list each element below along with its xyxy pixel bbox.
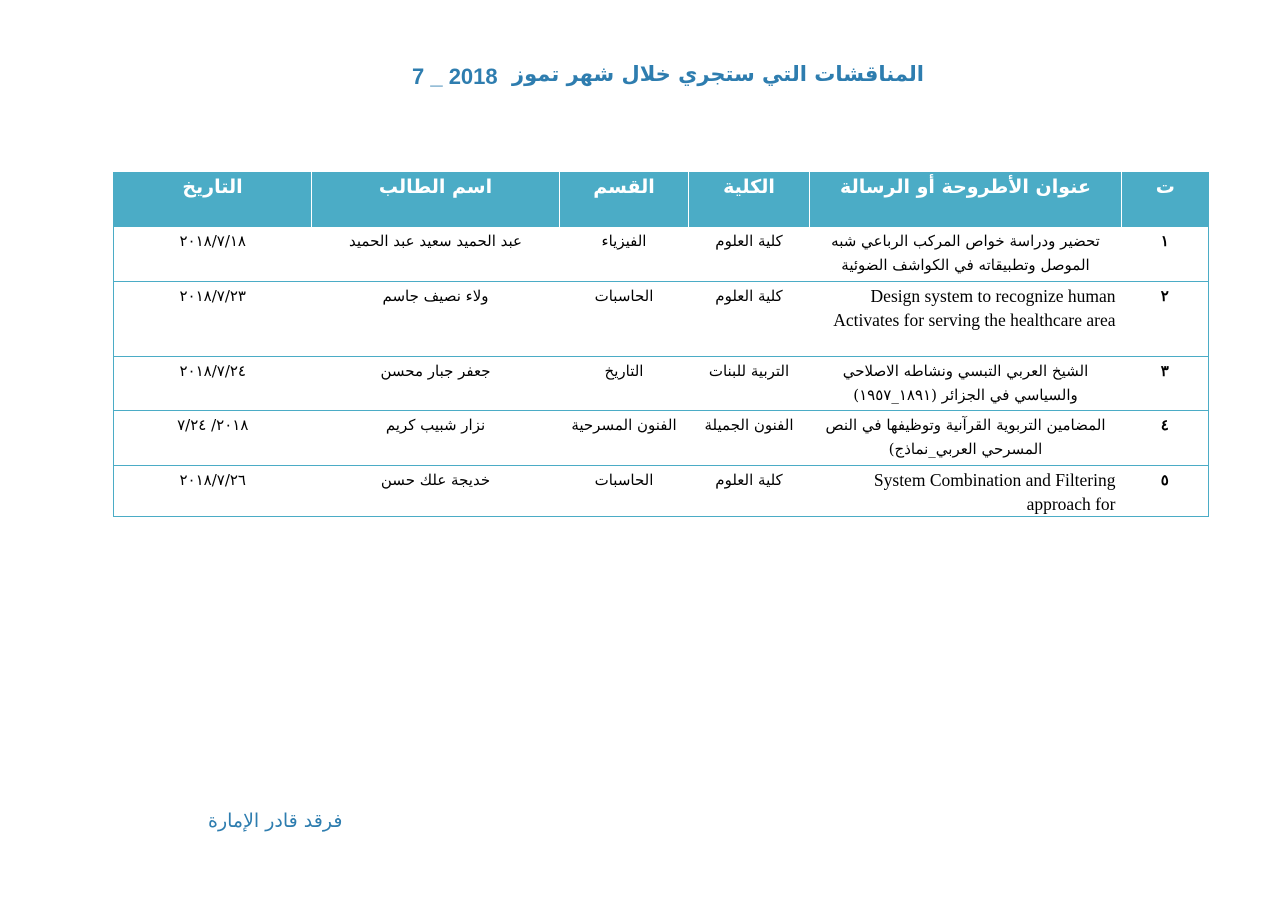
row-date: ٢٠١٨/٧/١٨ xyxy=(114,226,312,281)
row-title: تحضير ودراسة خواص المركب الرباعي شبه الموصل وتطبيقاته في الكواشف الضوئية xyxy=(810,226,1122,281)
row-student: عبد الحميد سعيد عبد الحميد xyxy=(312,226,560,281)
row-num: ٢ xyxy=(1122,281,1209,356)
row-student: نزار شبيب كريم xyxy=(312,410,560,465)
row-student: ولاء نصيف جاسم xyxy=(312,281,560,356)
signature: فرقد قادر الإمارة xyxy=(208,810,343,832)
row-dept: الحاسبات xyxy=(560,281,689,356)
row-title: الشيخ العربي التبسي ونشاطه الاصلاحي والسياسي في الجزائر (١٨٩١_١٩٥٧) xyxy=(810,356,1122,410)
theses-table xyxy=(113,172,1209,517)
row-title: Design system to recognize human Activates for serving the healthcare area xyxy=(810,281,1122,356)
row-college: كلية العلوم xyxy=(689,465,810,516)
col-header-dept: القسم xyxy=(560,172,689,226)
row-num: ٣ xyxy=(1122,356,1209,410)
row-date: ٢٠١٨/٧/٢٣ xyxy=(114,281,312,356)
table-row xyxy=(114,465,1209,516)
row-college: كلية العلوم xyxy=(689,281,810,356)
col-header-num: ت xyxy=(1122,172,1209,226)
title-month-year: 7 _ 2018 xyxy=(412,64,498,89)
row-dept: الفيزياء xyxy=(560,226,689,281)
row-title: المضامين التربوية القرآنية وتوظيفها في النص المسرحي العربي_نماذج) xyxy=(810,410,1122,465)
title-text: المناقشات التي ستجري خلال شهر تموز xyxy=(512,62,924,86)
row-dept: الحاسبات xyxy=(560,465,689,516)
row-dept: الفنون المسرحية xyxy=(560,410,689,465)
table-row xyxy=(114,356,1209,410)
row-title: System Combination and Filtering approach for xyxy=(810,465,1122,516)
col-header-title: عنوان الأطروحة أو الرسالة xyxy=(810,172,1122,226)
row-date: ٢٠١٨/٧/٢٤ xyxy=(114,356,312,410)
table-header-row xyxy=(114,172,1209,226)
table-row xyxy=(114,410,1209,465)
row-college: كلية العلوم xyxy=(689,226,810,281)
table-row xyxy=(114,281,1209,356)
row-num: ٤ xyxy=(1122,410,1209,465)
row-student: خديجة علك حسن xyxy=(312,465,560,516)
col-header-college: الكلية xyxy=(689,172,810,226)
row-date: ٢٠١٨/ ٧/٢٤ xyxy=(114,410,312,465)
row-num: ٥ xyxy=(1122,465,1209,516)
row-student: جعفر جبار محسن xyxy=(312,356,560,410)
page-title xyxy=(0,62,1280,102)
table-row xyxy=(114,226,1209,281)
row-date: ٢٠١٨/٧/٢٦ xyxy=(114,465,312,516)
col-header-student: اسم الطالب xyxy=(312,172,560,226)
col-header-date: التاريخ xyxy=(114,172,312,226)
row-num: ١ xyxy=(1122,226,1209,281)
row-college: التربية للبنات xyxy=(689,356,810,410)
row-dept: التاريخ xyxy=(560,356,689,410)
row-college: الفنون الجميلة xyxy=(689,410,810,465)
